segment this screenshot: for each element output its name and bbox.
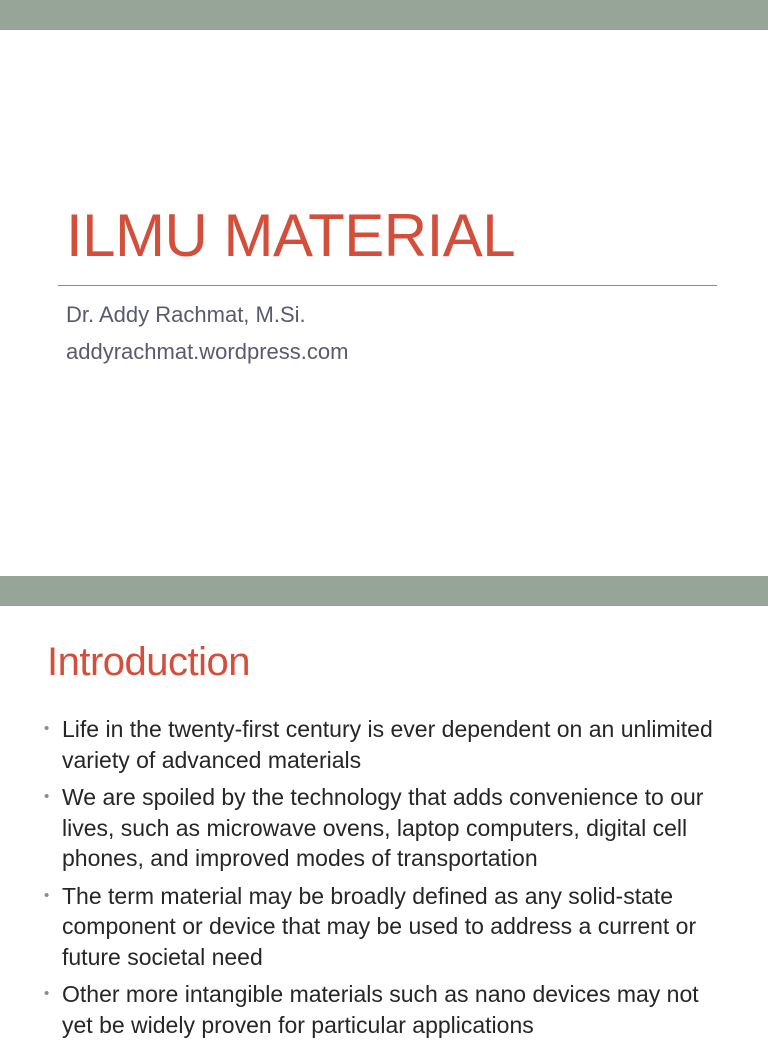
bullet-marker: • bbox=[44, 985, 50, 1002]
bullet-marker: • bbox=[44, 720, 50, 737]
bullet-list bbox=[44, 714, 734, 1047]
bullet-text: Other more intangible materials such as nano devices may not yet be widely proven for particular applications bbox=[62, 981, 699, 1038]
bullet-text: The term material may be broadly defined as any solid-state component or device that may be used to address a current or future societal need bbox=[62, 882, 697, 970]
bullet-text: We are spoiled by the technology that adds convenience to our lives, such as microwave ovens, laptop computers, digital cell phones, and improved modes of transportation bbox=[62, 784, 704, 871]
introduction-slide bbox=[0, 576, 768, 1038]
bullet-text: Life in the twenty-first century is ever dependent on an unlimited variety of advanced materials bbox=[62, 716, 713, 773]
bullet-item bbox=[44, 782, 734, 874]
slide-title: ILMU MATERIAL bbox=[66, 202, 516, 269]
bullet-item bbox=[44, 881, 734, 973]
title-divider bbox=[58, 285, 717, 286]
bullet-marker: • bbox=[44, 788, 50, 805]
bullet-item bbox=[44, 714, 734, 775]
bullet-item bbox=[44, 979, 734, 1040]
author-name: Dr. Addy Rachmat, M.Si. bbox=[66, 302, 306, 327]
slide-header-bar bbox=[0, 576, 768, 606]
author-website: addyrachmat.wordpress.com bbox=[66, 339, 349, 364]
slide-header-bar bbox=[0, 0, 768, 30]
bullet-marker: • bbox=[44, 886, 50, 904]
slide-heading: Introduction bbox=[47, 640, 251, 684]
